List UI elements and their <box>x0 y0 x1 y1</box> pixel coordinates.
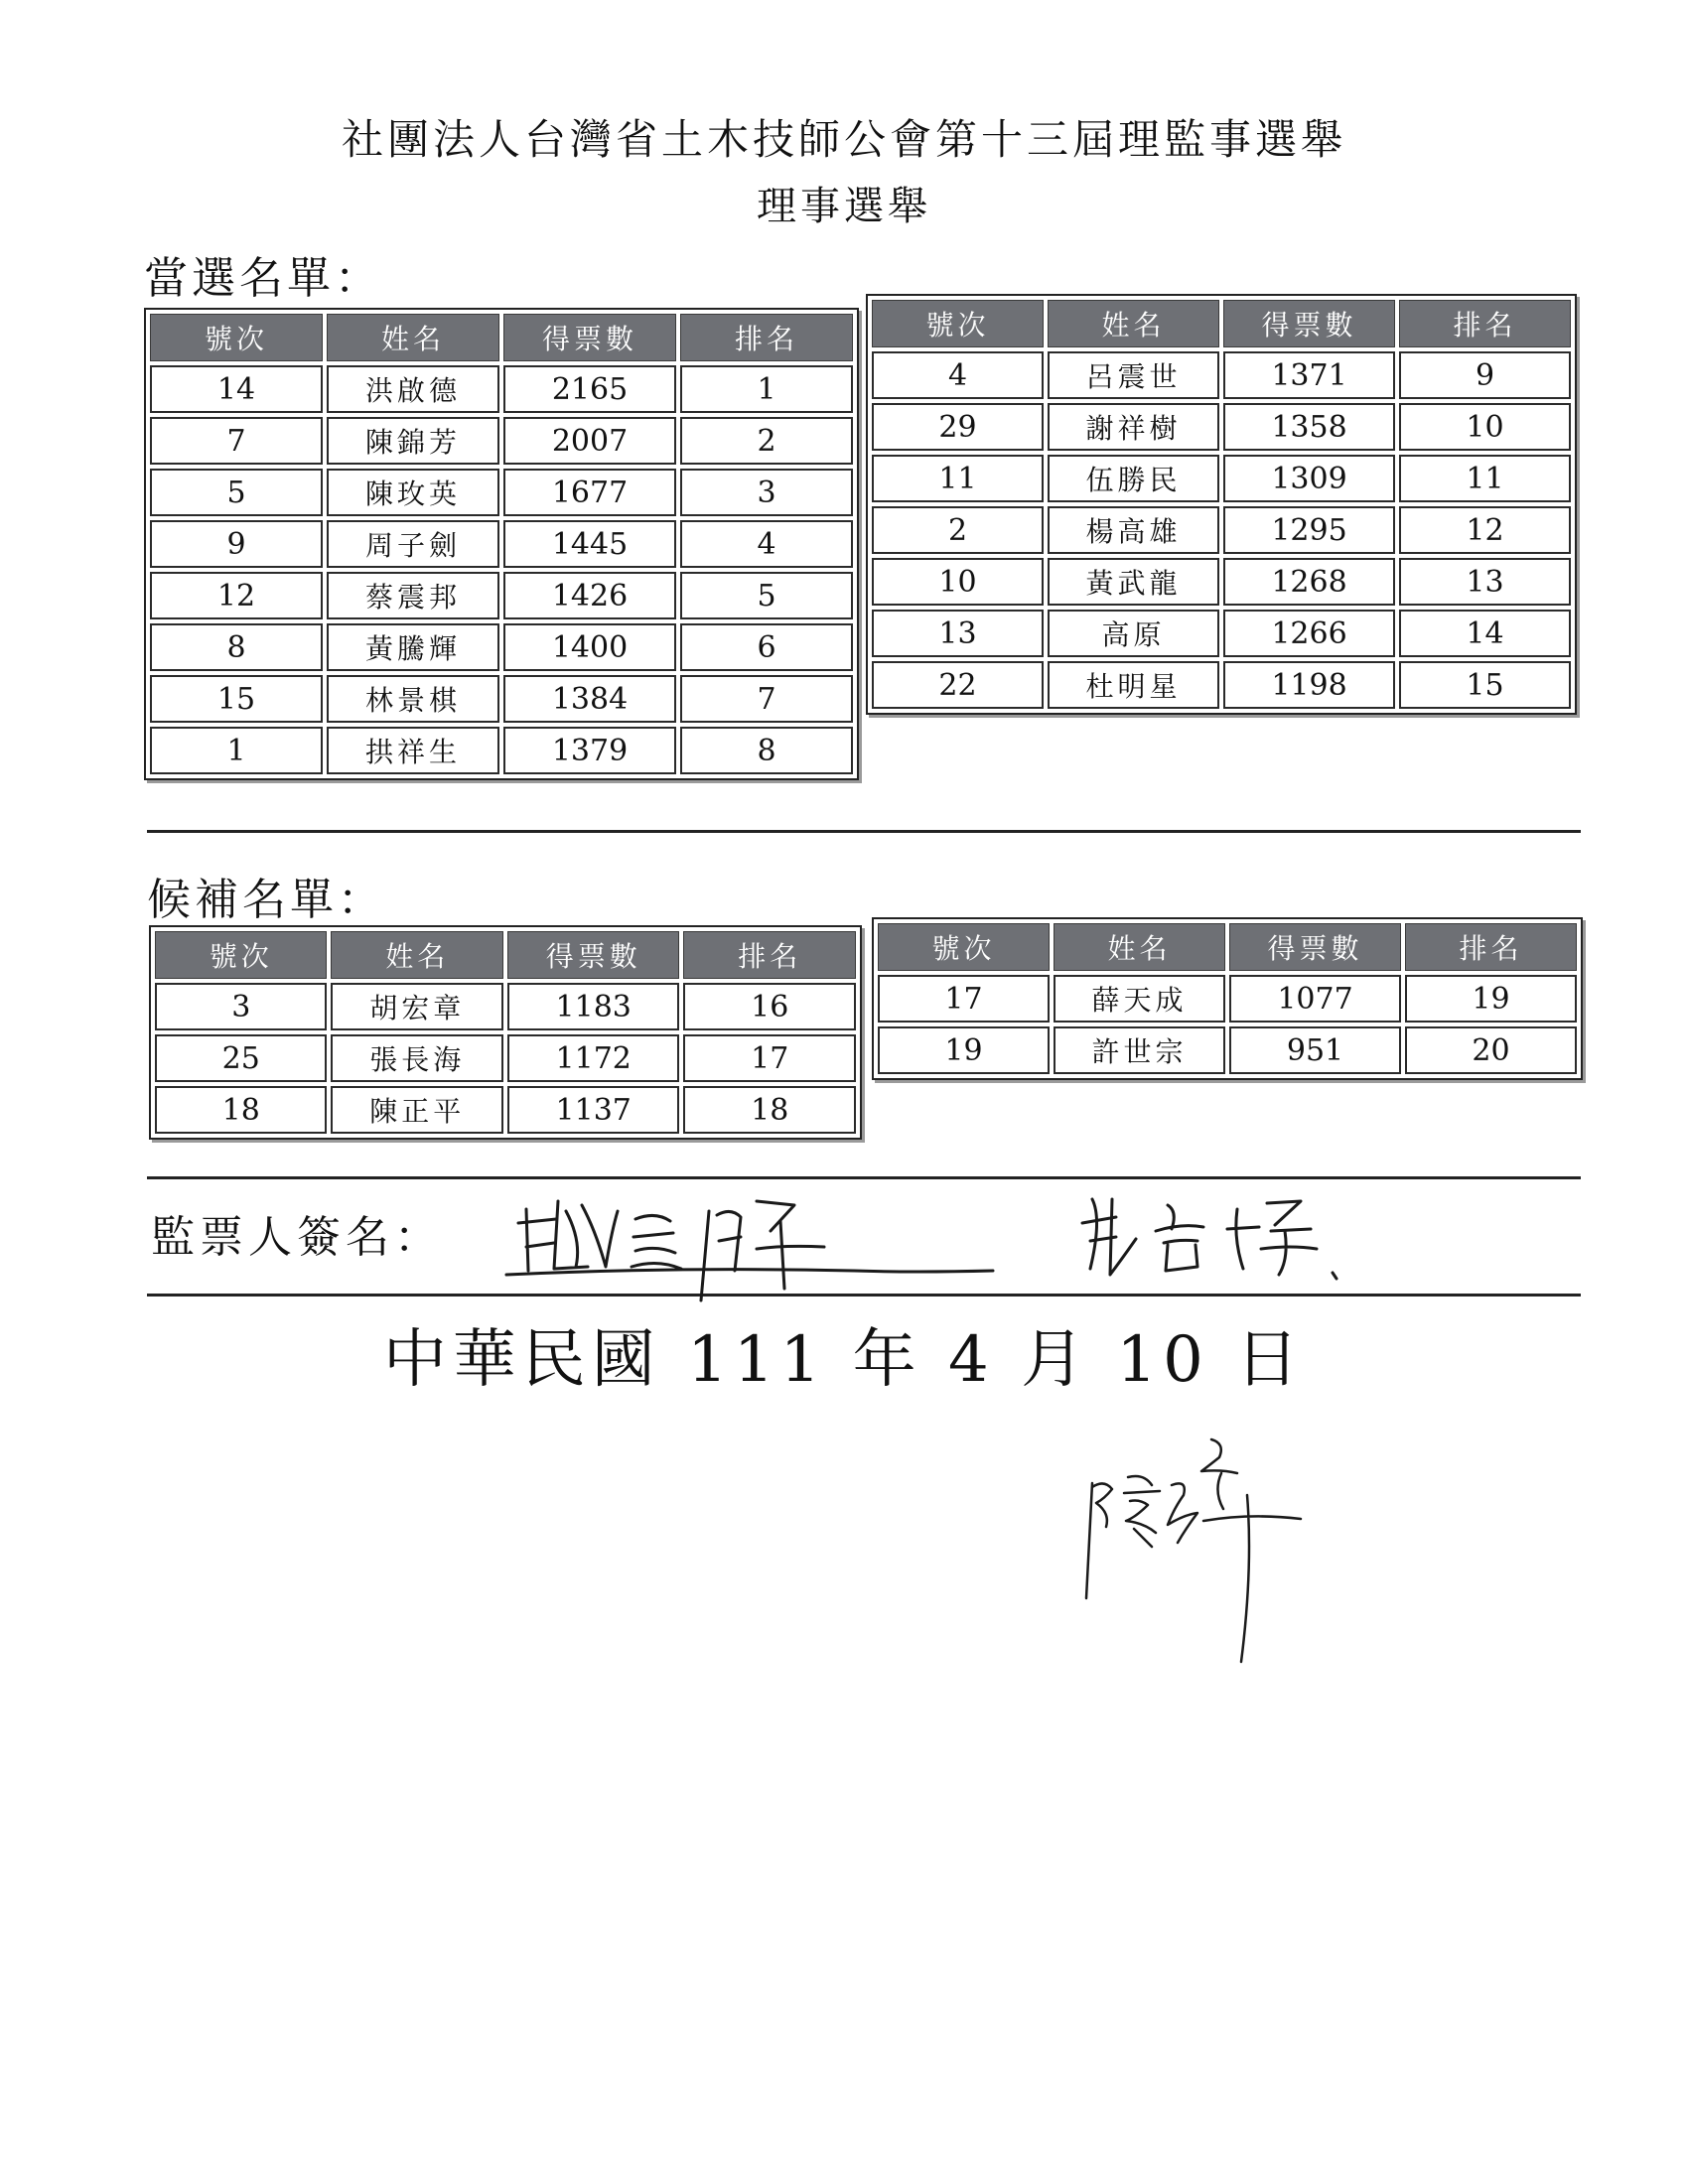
cell-votes: 1137 <box>507 1086 679 1134</box>
cell-name: 陳正平 <box>331 1086 502 1134</box>
cell-rank: 13 <box>1399 558 1571 606</box>
cell-name: 伍勝民 <box>1048 455 1219 502</box>
cell-no: 17 <box>878 975 1050 1023</box>
cell-rank: 19 <box>1405 975 1577 1023</box>
cell-votes: 1266 <box>1223 610 1395 657</box>
cell-rank: 16 <box>683 983 856 1030</box>
cell-no: 22 <box>872 661 1044 709</box>
cell-rank: 20 <box>1405 1026 1577 1074</box>
cell-no: 8 <box>150 623 323 671</box>
cell-rank: 10 <box>1399 403 1571 451</box>
header-rank: 排名 <box>680 314 853 361</box>
cell-no: 4 <box>872 351 1044 399</box>
cell-votes: 1295 <box>1223 506 1395 554</box>
cell-no: 25 <box>155 1034 327 1082</box>
cell-no: 5 <box>150 469 323 516</box>
header-votes: 得票數 <box>1223 300 1395 347</box>
chair-signature <box>1053 1430 1350 1668</box>
cell-name: 周子劍 <box>327 520 499 568</box>
cell-no: 11 <box>872 455 1044 502</box>
header-votes: 得票數 <box>507 931 679 979</box>
date-year-unit: 年 <box>852 1323 922 1397</box>
table-row <box>872 455 1571 502</box>
header-no: 號次 <box>878 923 1050 971</box>
cell-name: 胡宏章 <box>331 983 502 1030</box>
inspector-signature-1 <box>496 1171 1053 1310</box>
cell-rank: 7 <box>680 675 853 723</box>
inspector-signature-2 <box>1072 1179 1390 1289</box>
cell-votes: 1677 <box>503 469 676 516</box>
table-row <box>872 558 1571 606</box>
cell-rank: 12 <box>1399 506 1571 554</box>
cell-name: 呂震世 <box>1048 351 1219 399</box>
cell-name: 謝祥樹 <box>1048 403 1219 451</box>
cell-name: 黃騰輝 <box>327 623 499 671</box>
cell-rank: 18 <box>683 1086 856 1134</box>
cell-name: 陳錦芳 <box>327 417 499 465</box>
cell-votes: 1172 <box>507 1034 679 1082</box>
cell-rank: 6 <box>680 623 853 671</box>
table-row <box>878 1026 1577 1074</box>
elected-list-label: 當選名單： <box>144 253 382 304</box>
cell-votes: 1358 <box>1223 403 1395 451</box>
header-no: 號次 <box>150 314 323 361</box>
cell-name: 陳玫英 <box>327 469 499 516</box>
cell-rank: 9 <box>1399 351 1571 399</box>
alternate-table-left <box>149 925 862 1140</box>
header-name: 姓名 <box>1048 300 1219 347</box>
cell-name: 黃武龍 <box>1048 558 1219 606</box>
table-row <box>150 675 853 723</box>
cell-rank: 11 <box>1399 455 1571 502</box>
cell-rank: 2 <box>680 417 853 465</box>
section-divider <box>147 830 1581 833</box>
cell-name: 許世宗 <box>1054 1026 1225 1074</box>
table-row <box>872 661 1571 709</box>
header-name: 姓名 <box>331 931 502 979</box>
table-row <box>150 572 853 619</box>
alternate-list-label: 候補名單： <box>147 875 385 925</box>
table-row <box>872 610 1571 657</box>
cell-rank: 14 <box>1399 610 1571 657</box>
cell-name: 拱祥生 <box>327 727 499 774</box>
cell-votes: 1309 <box>1223 455 1395 502</box>
cell-no: 18 <box>155 1086 327 1134</box>
cell-no: 7 <box>150 417 323 465</box>
cell-rank: 8 <box>680 727 853 774</box>
cell-no: 3 <box>155 983 327 1030</box>
date-day: 10 <box>1116 1323 1209 1397</box>
cell-no: 2 <box>872 506 1044 554</box>
date-month-unit: 月 <box>1021 1323 1091 1397</box>
cell-votes: 1445 <box>503 520 676 568</box>
cell-no: 19 <box>878 1026 1050 1074</box>
cell-no: 29 <box>872 403 1044 451</box>
elected-table-right <box>866 294 1577 715</box>
header-rank: 排名 <box>683 931 856 979</box>
cell-votes: 2165 <box>503 365 676 413</box>
table-row <box>150 365 853 413</box>
cell-no: 15 <box>150 675 323 723</box>
header-votes: 得票數 <box>503 314 676 361</box>
header-rank: 排名 <box>1399 300 1571 347</box>
table-row <box>155 983 856 1030</box>
table-row <box>878 975 1577 1023</box>
date-month: 4 <box>948 1323 995 1397</box>
header-rank: 排名 <box>1405 923 1577 971</box>
cell-name: 楊高雄 <box>1048 506 1219 554</box>
inspector-signature-label: 監票人簽名： <box>151 1212 443 1263</box>
table-row <box>150 417 853 465</box>
cell-votes: 951 <box>1229 1026 1401 1074</box>
cell-name: 張長海 <box>331 1034 502 1082</box>
elected-table-left <box>144 308 859 780</box>
cell-votes: 1371 <box>1223 351 1395 399</box>
cell-votes: 1379 <box>503 727 676 774</box>
header-votes: 得票數 <box>1229 923 1401 971</box>
cell-votes: 1384 <box>503 675 676 723</box>
header-no: 號次 <box>872 300 1044 347</box>
cell-votes: 1400 <box>503 623 676 671</box>
cell-name: 洪啟德 <box>327 365 499 413</box>
cell-votes: 2007 <box>503 417 676 465</box>
cell-no: 10 <box>872 558 1044 606</box>
cell-name: 杜明星 <box>1048 661 1219 709</box>
cell-name: 蔡震邦 <box>327 572 499 619</box>
table-row <box>150 623 853 671</box>
document-title: 社團法人台灣省土木技師公會第十三屆理監事選舉 <box>341 115 1346 164</box>
cell-rank: 15 <box>1399 661 1571 709</box>
cell-no: 1 <box>150 727 323 774</box>
cell-rank: 3 <box>680 469 853 516</box>
cell-name: 林景棋 <box>327 675 499 723</box>
cell-rank: 17 <box>683 1034 856 1082</box>
header-name: 姓名 <box>1054 923 1225 971</box>
header-no: 號次 <box>155 931 327 979</box>
cell-no: 13 <box>872 610 1044 657</box>
cell-votes: 1426 <box>503 572 676 619</box>
cell-rank: 4 <box>680 520 853 568</box>
cell-no: 9 <box>150 520 323 568</box>
cell-votes: 1268 <box>1223 558 1395 606</box>
table-row <box>872 403 1571 451</box>
cell-votes: 1198 <box>1223 661 1395 709</box>
cell-votes: 1077 <box>1229 975 1401 1023</box>
cell-rank: 5 <box>680 572 853 619</box>
cell-name: 薛天成 <box>1054 975 1225 1023</box>
table-row <box>150 520 853 568</box>
date-line <box>0 1308 1688 1400</box>
date-day-unit: 日 <box>1235 1323 1306 1397</box>
document-subtitle: 理事選舉 <box>757 184 931 229</box>
table-row <box>872 506 1571 554</box>
cell-votes: 1183 <box>507 983 679 1030</box>
table-row <box>155 1034 856 1082</box>
table-row <box>150 469 853 516</box>
table-row <box>150 727 853 774</box>
cell-rank: 1 <box>680 365 853 413</box>
header-name: 姓名 <box>327 314 499 361</box>
table-row <box>155 1086 856 1134</box>
cell-name: 高原 <box>1048 610 1219 657</box>
cell-no: 14 <box>150 365 323 413</box>
date-era: 中華民國 <box>382 1323 661 1397</box>
table-row <box>872 351 1571 399</box>
date-year: 111 <box>687 1323 827 1397</box>
alternate-table-right <box>872 917 1583 1080</box>
cell-no: 12 <box>150 572 323 619</box>
